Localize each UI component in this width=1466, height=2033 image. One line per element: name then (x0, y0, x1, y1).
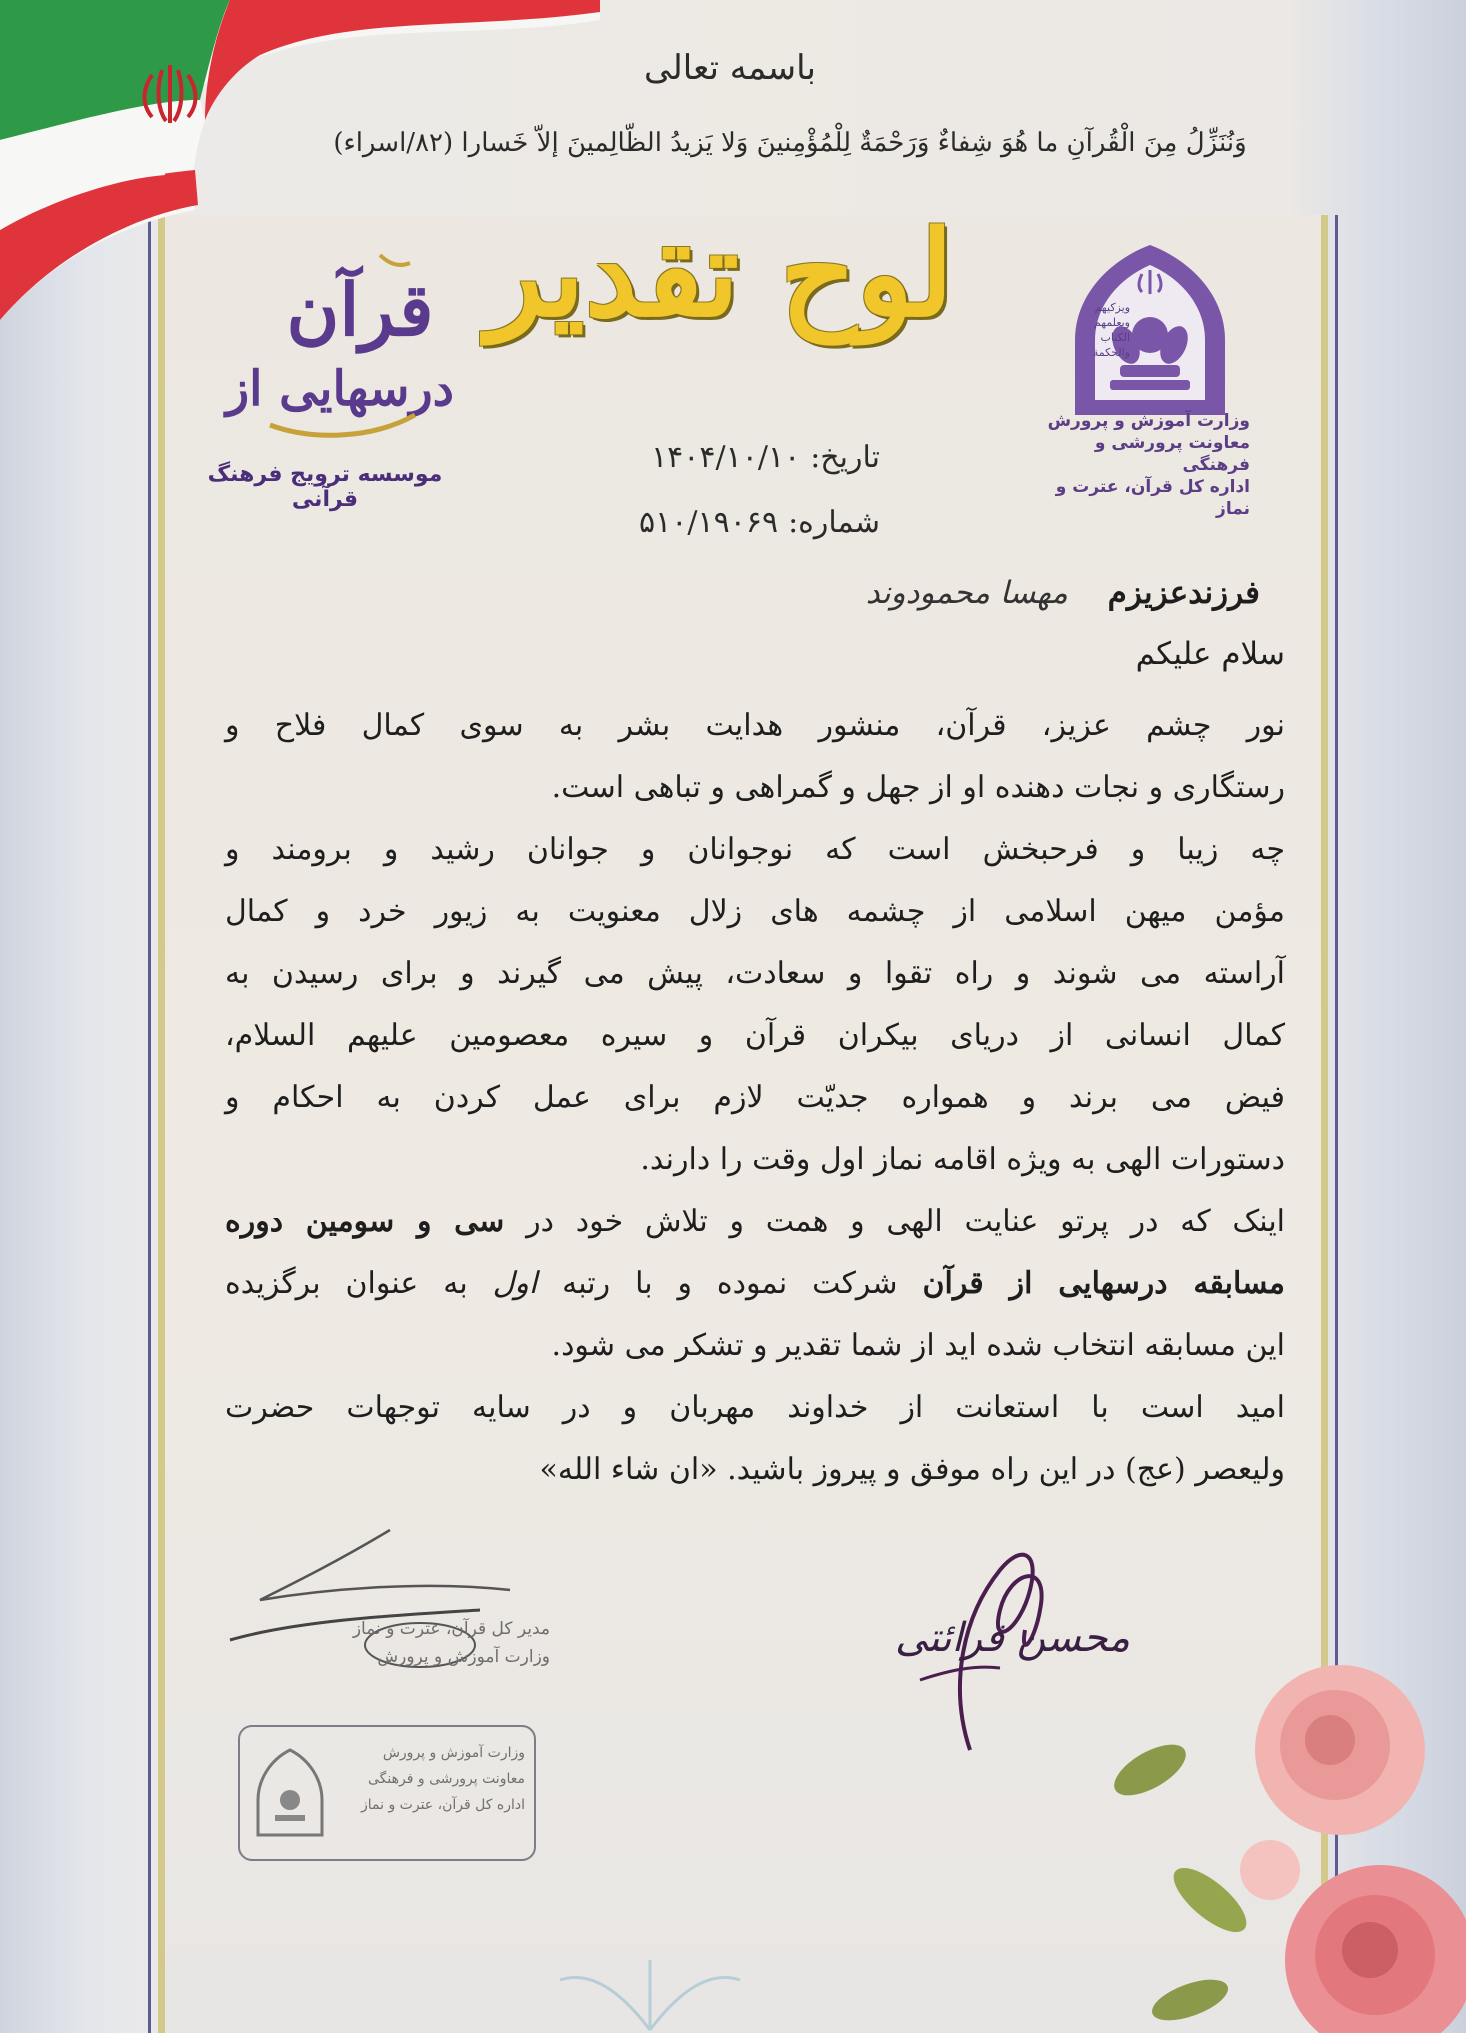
institute-logo-icon (225, 245, 455, 445)
body-line: امید است با استعانت از خداوند مهربان و در سایه توجهات حضرت (225, 1390, 1285, 1425)
body-line: نور چشم عزیز، قرآن، منشور هدایت بشر به سوی کمال فلاح و (225, 708, 1285, 743)
certificate-body (225, 695, 1285, 1501)
body-line: این مسابقه انتخاب شده اید از شما تقدیر و تشکر می شود. (551, 1328, 1285, 1363)
body-line: فیض می برند و همواره جدیّت لازم برای عمل کردن به احکام و (225, 1080, 1285, 1115)
competition-edition: سی و سومین دوره (225, 1204, 505, 1239)
institute-name: موسسه ترویج فرهنگ قرآنی (207, 462, 443, 512)
stamp-emblem-icon (250, 1745, 330, 1845)
body-line: کمال انسانی از دریای بیکران قرآن و سیره معصومین علیهم السلام، (225, 1018, 1285, 1053)
number-line: شماره:۵۱۰/۱۹۰۶۹ (639, 505, 880, 540)
ministry-name: وزارت آموزش و پرورش معاونت پرورشی و فرهنگی اداره کل قرآن، عترت و نماز (1047, 411, 1250, 519)
body-line: مؤمن میهن اسلامی از چشمه های زلال معنویت به زیور خرد و کمال (225, 894, 1285, 929)
bottom-ornament-icon (500, 1930, 800, 2033)
competition-name: مسابقه درسهایی از قرآن (922, 1266, 1285, 1301)
svg-text:قرآن: قرآن (286, 267, 434, 352)
body-line: اینک که در پرتو عنایت الهی و همت و تلاش خود در سی و سومین دوره (225, 1204, 1286, 1239)
greeting: سلام علیکم (1135, 636, 1285, 672)
recipient-name: مهسا محمودوند (865, 575, 1068, 611)
address-label: فرزندعزیزم (1107, 575, 1260, 611)
rank-handwritten: اول (492, 1266, 538, 1301)
body-line: آراسته می شوند و راه تقوا و سعادت، پیش می گیرند و برای رسیدن به (225, 956, 1285, 991)
basmala: باسمه تعالی (644, 48, 816, 88)
body-line: رستگاری و نجات دهنده او از جهل و گمراهی و تباهی است. (551, 770, 1285, 805)
body-line: مسابقه درسهایی از قرآن شرکت نموده و با رتبه اول به عنوان برگزیده (225, 1266, 1285, 1301)
body-line: دستورات الهی به ویژه اقامه نماز اول وقت را دارند. (640, 1142, 1285, 1177)
quran-verse: وَنُنَزِّلُ مِنَ الْقُرآنِ ما هُوَ شِفاءٌ وَرَحْمَةٌ لِلْمُؤْمِنينَ وَلا يَزيدُ الظّالِمينَ إلاّ خَسارا (۸۲/اسراء) (333, 128, 1247, 158)
certificate-title: لوح تقدیر (486, 204, 954, 343)
stamp-text: وزارت آموزش و پرورش معاونت پرورشی و فرهنگی اداره کل قرآن، عترت و نماز (361, 1745, 525, 1813)
signer-name: محسن قرائتی (895, 1615, 1130, 1661)
body-line: ولیعصر (عج) در این راه موفق و پیروز باشید. «ان شاء الله» (539, 1452, 1285, 1487)
rose-decoration-icon (1090, 1640, 1466, 2033)
svg-text:درسهایی از: درسهایی از (225, 361, 455, 417)
signer-title: مدیر کل قرآن، عترت و نماز وزارت آموزش و پرورش (352, 1619, 550, 1667)
ministry-motto: ویزکیهم ویعلمهم الکتاب والحکمة (1092, 301, 1130, 359)
body-line: چه زیبا و فرحبخش است که نوجوانان و جوانان رشید و برومند و (225, 832, 1285, 867)
recipient-line (700, 575, 1260, 611)
date-line: تاریخ:۱۴۰۴/۱۰/۱۰ (651, 440, 880, 475)
